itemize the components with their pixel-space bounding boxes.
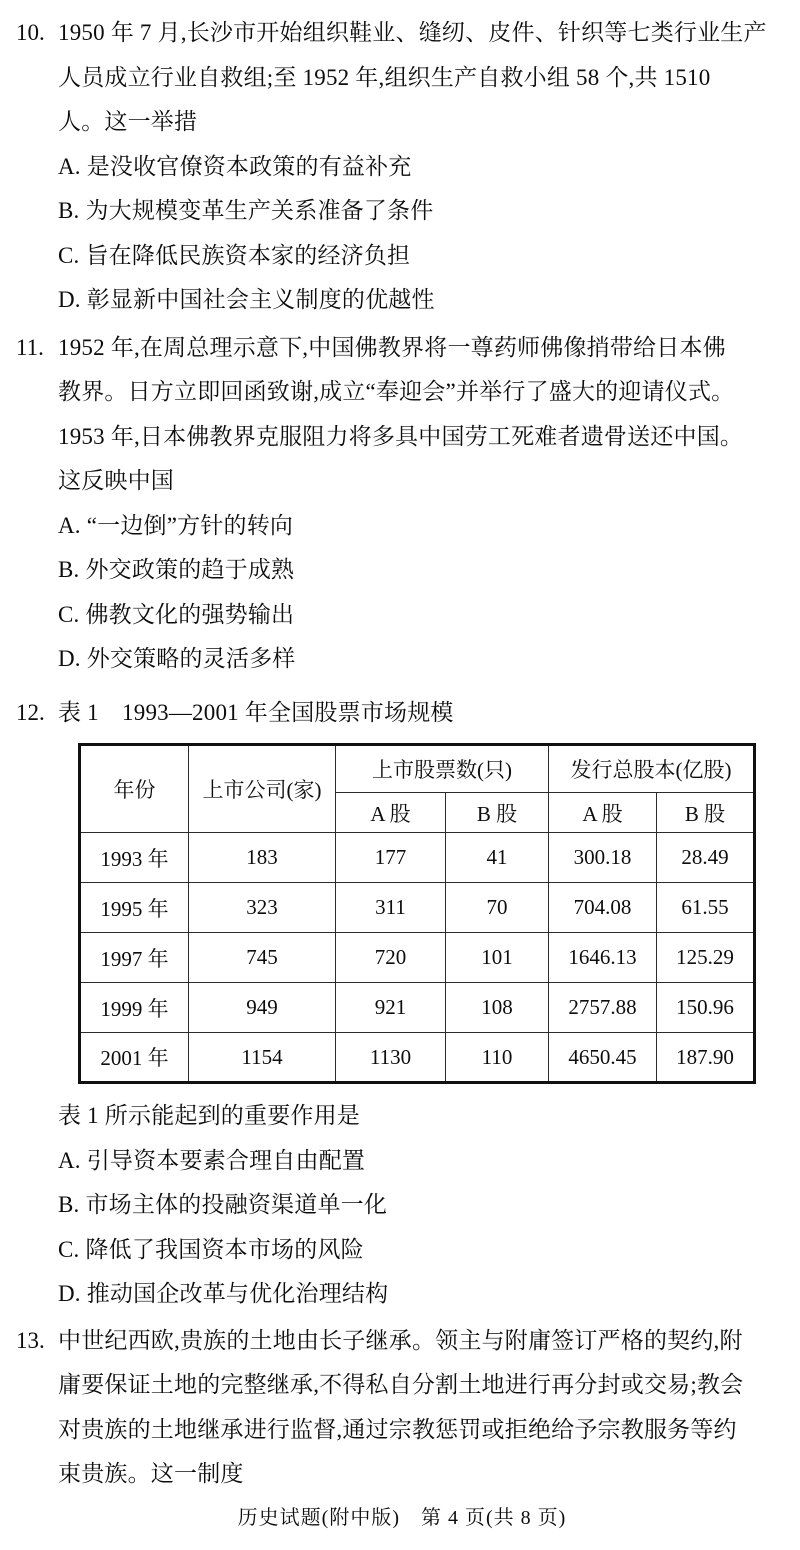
table-header-row	[80, 745, 755, 793]
cell-listed-b: 108	[446, 983, 549, 1033]
question-stem-line: 人。这一举措	[58, 109, 198, 134]
question-11	[16, 326, 788, 682]
question-10	[16, 11, 788, 323]
option-b: B. 市场主体的投融资渠道单一化	[58, 1192, 388, 1217]
header-year: 年份	[80, 745, 189, 833]
question-number: 13.	[16, 1327, 45, 1353]
cell-capital-a: 704.08	[549, 883, 657, 933]
cell-listed-b: 110	[446, 1033, 549, 1083]
table-row	[80, 983, 755, 1033]
option-d: D. 推动国企改革与优化治理结构	[58, 1281, 389, 1306]
subheader-b-shares: B 股	[446, 793, 549, 833]
option-c: C. 佛教文化的强势输出	[58, 601, 295, 627]
cell-companies: 323	[189, 883, 336, 933]
subheader-b-shares: B 股	[657, 793, 755, 833]
question-13	[16, 1319, 788, 1497]
question-number: 12.	[16, 699, 45, 725]
cell-capital-a: 300.18	[549, 833, 657, 883]
cell-year: 1995 年	[80, 883, 189, 933]
subheader-a-shares: A 股	[549, 793, 657, 833]
cell-capital-a: 1646.13	[549, 933, 657, 983]
option-a: A. “一边倒”方针的转向	[58, 512, 294, 538]
header-listed-group: 上市股票数(只)	[336, 745, 549, 793]
stock-market-table	[78, 743, 756, 1084]
question-stem-line: 庸要保证土地的完整继承,不得私自分割土地进行再分封或交易;教会	[58, 1372, 744, 1397]
table-row	[80, 883, 755, 933]
cell-companies: 183	[189, 833, 336, 883]
question-stem-line: 这反映中国	[58, 468, 174, 493]
table-row	[80, 1033, 755, 1083]
page-footer: 历史试题(附中版) 第 4 页(共 8 页)	[237, 1506, 567, 1529]
question-followup-line: 表 1 所示能起到的重要作用是	[58, 1103, 360, 1128]
question-stem-line: 教界。日方立即回函致谢,成立“奉迎会”并举行了盛大的迎请仪式。	[58, 379, 735, 404]
cell-listed-a: 720	[336, 933, 446, 983]
cell-capital-b: 28.49	[657, 833, 755, 883]
cell-capital-b: 61.55	[657, 883, 755, 933]
table-title: 表 1 1993—2001 年全国股票市场规模	[58, 699, 454, 725]
table-row	[80, 933, 755, 983]
option-a: A. 引导资本要素合理自由配置	[58, 1147, 366, 1173]
option-b: B. 为大规模变革生产关系准备了条件	[58, 198, 434, 223]
cell-listed-a: 1130	[336, 1033, 446, 1083]
question-stem-line: 人员成立行业自救组;至 1952 年,组织生产自救小组 58 个,共 1510	[58, 64, 711, 90]
question-stem-line: 中世纪西欧,贵族的土地由长子继承。领主与附庸签订严格的契约,附	[58, 1327, 743, 1353]
question-number: 10.	[16, 20, 45, 45]
cell-listed-b: 41	[446, 833, 549, 883]
cell-listed-a: 311	[336, 883, 446, 933]
cell-year: 1997 年	[80, 933, 189, 983]
option-c: C. 降低了我国资本市场的风险	[58, 1236, 364, 1262]
table-row	[80, 833, 755, 883]
cell-listed-a: 177	[336, 833, 446, 883]
question-stem-line: 1952 年,在周总理示意下,中国佛教界将一尊药师佛像捎带给日本佛	[58, 334, 726, 360]
cell-companies: 949	[189, 983, 336, 1033]
cell-companies: 745	[189, 933, 336, 983]
cell-capital-b: 125.29	[657, 933, 755, 983]
cell-listed-b: 101	[446, 933, 549, 983]
option-d: D. 外交策略的灵活多样	[58, 646, 296, 671]
question-stem-line: 对贵族的土地继承进行监督,通过宗教惩罚或拒绝给予宗教服务等约	[58, 1416, 737, 1442]
option-c: C. 旨在降低民族资本家的经济负担	[58, 242, 411, 268]
cell-listed-b: 70	[446, 883, 549, 933]
question-12	[16, 691, 788, 1317]
cell-companies: 1154	[189, 1033, 336, 1083]
option-b: B. 外交政策的趋于成熟	[58, 557, 295, 582]
cell-listed-a: 921	[336, 983, 446, 1033]
table-container	[78, 743, 788, 1084]
cell-year: 2001 年	[80, 1033, 189, 1083]
header-capital-group: 发行总股本(亿股)	[549, 745, 755, 793]
cell-capital-b: 187.90	[657, 1033, 755, 1083]
header-companies: 上市公司(家)	[189, 745, 336, 833]
option-a: A. 是没收官僚资本政策的有益补充	[58, 153, 412, 179]
option-d: D. 彰显新中国社会主义制度的优越性	[58, 287, 435, 312]
cell-capital-a: 4650.45	[549, 1033, 657, 1083]
cell-year: 1999 年	[80, 983, 189, 1033]
question-stem-line: 1953 年,日本佛教界克服阻力将多具中国劳工死难者遗骨送还中国。	[58, 423, 744, 449]
question-stem-line: 束贵族。这一制度	[58, 1461, 244, 1486]
subheader-a-shares: A 股	[336, 793, 446, 833]
cell-year: 1993 年	[80, 833, 189, 883]
question-number: 11.	[16, 334, 44, 360]
cell-capital-b: 150.96	[657, 983, 755, 1033]
question-stem-line: 1950 年 7 月,长沙市开始组织鞋业、缝纫、皮件、针织等七类行业生产	[58, 20, 767, 45]
cell-capital-a: 2757.88	[549, 983, 657, 1033]
